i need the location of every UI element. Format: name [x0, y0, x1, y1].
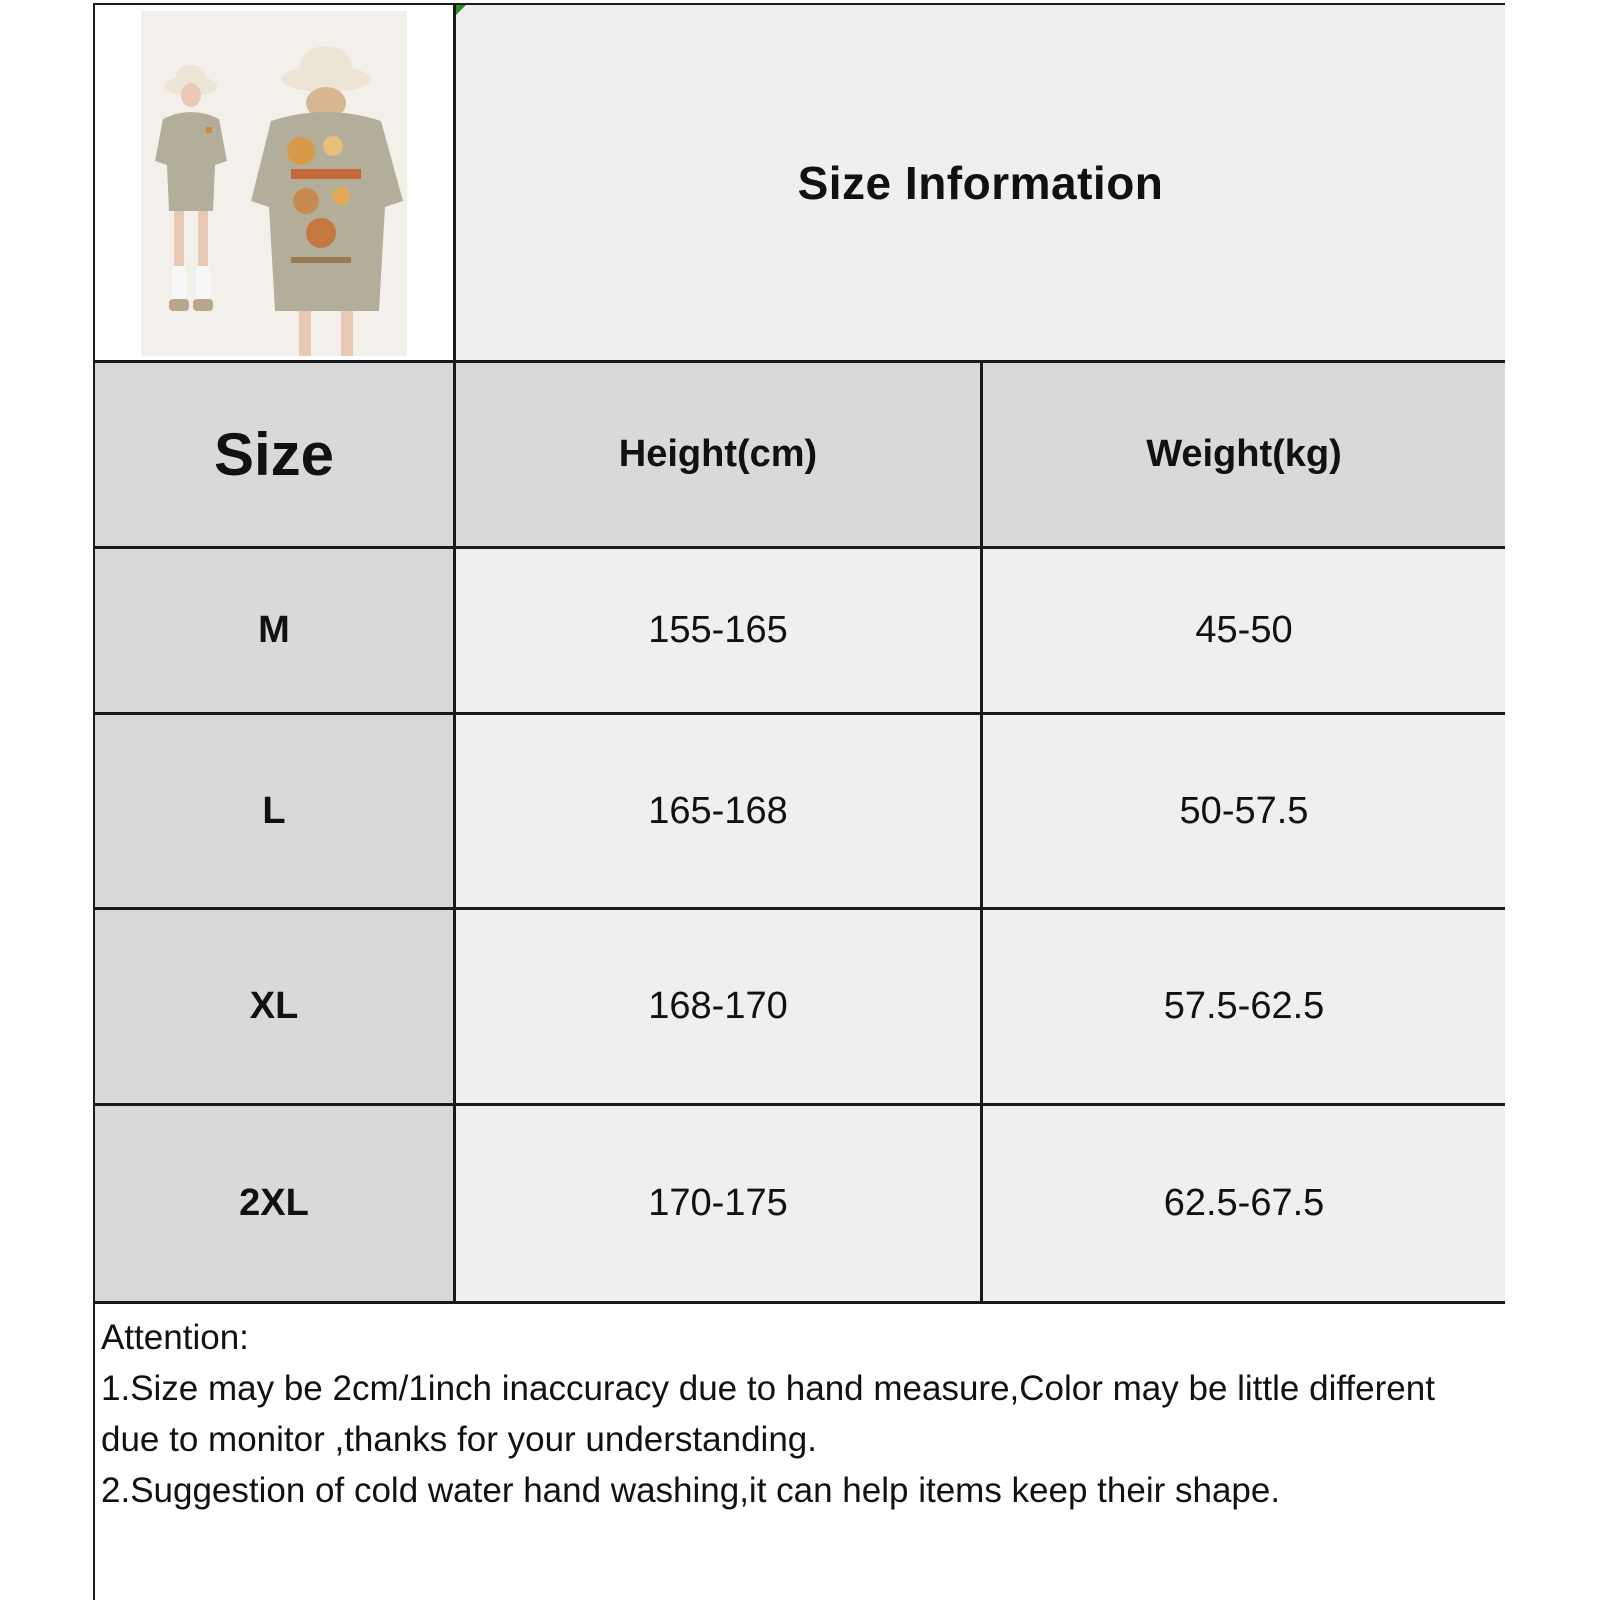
table-row-size: [95, 549, 453, 712]
table-cell-weight: [983, 910, 1505, 1103]
table-row-size: [95, 715, 453, 907]
table-cell-height: [456, 715, 980, 907]
size-label: XL: [249, 985, 299, 1027]
table-cell-height: [456, 910, 980, 1103]
header-height: [456, 363, 980, 546]
weight-value: 50-57.5: [1179, 789, 1309, 832]
weight-value: 45-50: [1195, 609, 1293, 651]
size-label: 2XL: [239, 1182, 309, 1224]
title-cell: [456, 5, 1505, 360]
weight-value: 57.5-62.5: [1163, 985, 1325, 1027]
notes-line-2: 2.Suggestion of cold water hand washing,it can help items keep their shape.: [101, 1471, 1281, 1510]
weight-value: 62.5-67.5: [1163, 1182, 1325, 1224]
header-weight: [983, 363, 1505, 546]
page-title: Size Information: [797, 156, 1164, 209]
product-photo: [141, 11, 407, 356]
table-cell-weight: [983, 549, 1505, 712]
table-cell-height: [456, 549, 980, 712]
height-value: 155-165: [648, 609, 788, 651]
height-value: 168-170: [648, 985, 788, 1027]
size-label: L: [262, 789, 286, 832]
height-value: 165-168: [648, 789, 788, 832]
size-label: M: [258, 609, 290, 651]
table-row-size: [95, 910, 453, 1103]
notes-line-1: 1.Size may be 2cm/1inch inaccuracy due to hand measure,Color may be little different due to monitor ,thanks for your understanding.: [101, 1369, 1435, 1459]
header-height-label: Height(cm): [618, 433, 818, 475]
size-chart: [93, 3, 1505, 1600]
table-cell-weight: [983, 1106, 1505, 1301]
models-illustration: [141, 11, 407, 356]
product-photo-cell: [95, 5, 453, 360]
header-size: [95, 363, 453, 546]
notes-heading: Attention:: [101, 1318, 249, 1357]
header-size-label: Size: [213, 421, 335, 488]
attention-notes: [95, 1304, 1505, 1600]
table-cell-height: [456, 1106, 980, 1301]
table-row-size: [95, 1106, 453, 1301]
cell-marker: [456, 5, 466, 15]
table-cell-weight: [983, 715, 1505, 907]
height-value: 170-175: [648, 1182, 788, 1224]
header-weight-label: Weight(kg): [1146, 433, 1342, 475]
